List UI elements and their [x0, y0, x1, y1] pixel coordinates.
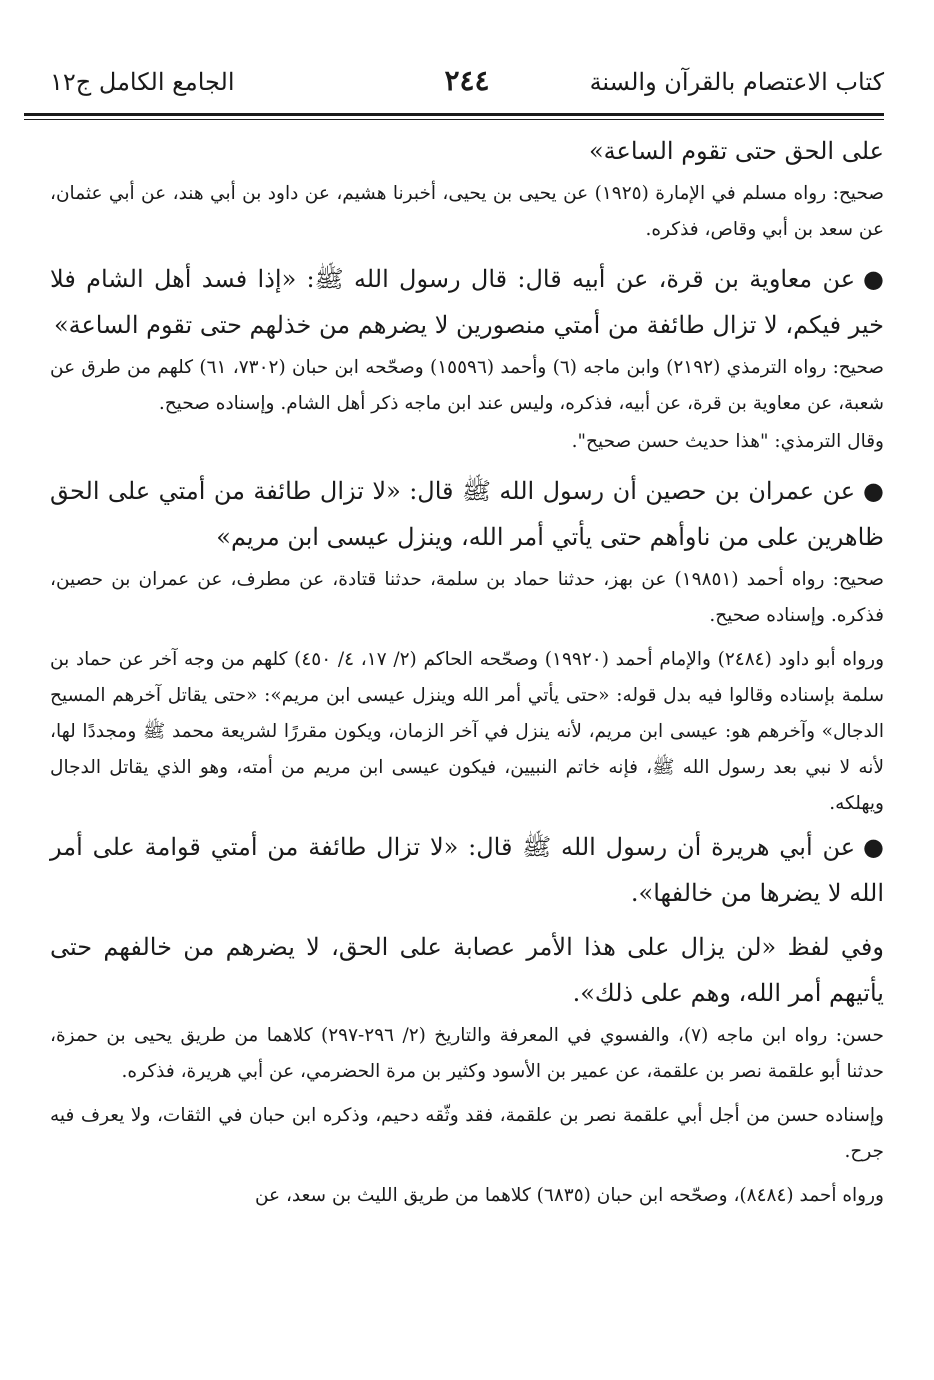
hadith-text: وفي لفظ «لن يزال على هذا الأمر عصابة على الحق، لا يضرهم من خالفهم حتى يأتيهم أمر الله، وهم على ذلك». — [50, 933, 884, 1007]
note-text: صحيح: رواه أحمد (١٩٨٥١) عن بهز، حدثنا حماد بن سلمة، حدثنا قتادة، عن مطرف، عن عمران بن حصين، فذكره. وإسناده صحيح. — [50, 569, 884, 626]
bullet-marker: ● — [863, 477, 884, 505]
hadith-text: عن أبي هريرة أن رسول الله ﷺ قال: «لا تزال طائفة من أمتي قوامة على أمر الله لا يضرها من خالفها». — [50, 833, 884, 907]
note-text: صحيح: رواه مسلم في الإمارة (١٩٢٥) عن يحيى بن يحيى، أخبرنا هشيم، عن داود بن أبي هند، عن أبي عثمان، عن سعد بن أبي وقاص، فذكره. — [50, 183, 884, 240]
takhrij-note — [50, 424, 884, 460]
takhrij-note — [50, 562, 884, 634]
note-text: صحيح: رواه الترمذي (٢١٩٢) وابن ماجه (٦) وأحمد (١٥٥٩٦) وصحّحه ابن حبان (٧٣٠٢، ٦١) كلهم من طرق عن شعبة، عن معاوية بن قرة، عن أبيه، فذكره، وليس عند ابن ماجه ذكر أهل الشام. وإسناده صحيح. — [50, 357, 884, 414]
takhrij-note — [50, 350, 884, 422]
note-text: ورواه أبو داود (٢٤٨٤) والإمام أحمد (١٩٩٢٠) وصحّحه الحاكم (٢/ ١٧، ٤/ ٤٥٠) كلهم من وجه آخر عن حماد بن سلمة بإسناده وقالوا فيه بدل قوله: «حتى يأتي أمر الله وينزل عيسى ابن مريم»: «حتى يقاتل آخرهم المسيح الدجال» وآخرهم هو: عيسى ابن مريم، لأنه ينزل في آخر الزمان، ويكون مقررًا لشريعة محمد ﷺ ومجددًا لها، لأنه لا نبي بعد رسول الله ﷺ، فإنه خاتم النبيين، فيكون عيسى ابن مريم من أمته، وهو الذي يقاتل الدجال ويهلكه. — [50, 649, 884, 814]
running-header — [50, 62, 884, 108]
note-text: ورواه أحمد (٨٤٨٤)، وصحّحه ابن حبان (٦٨٣٥) كلاهما من طريق الليث بن سعد، عن — [254, 1185, 884, 1206]
hadith-text: على الحق حتى تقوم الساعة» — [588, 137, 884, 165]
header-rule-thin — [24, 119, 884, 120]
hadith-entry — [50, 256, 884, 348]
note-text: وقال الترمذي: "هذا حديث حسن صحيح". — [571, 431, 884, 452]
page-number: ٢٤٤ — [444, 64, 490, 97]
hadith-continuation — [50, 128, 884, 174]
takhrij-note — [50, 176, 884, 248]
takhrij-note — [50, 1178, 884, 1214]
page-body — [50, 128, 884, 1214]
bullet-marker: ● — [863, 265, 884, 293]
volume-label: الجامع الكامل ج١٢ — [50, 68, 235, 96]
hadith-entry — [50, 824, 884, 916]
hadith-variant — [50, 924, 884, 1016]
takhrij-note — [50, 1018, 884, 1090]
takhrij-note — [50, 642, 884, 822]
header-rule-thick — [24, 113, 884, 116]
takhrij-note — [50, 1098, 884, 1170]
hadith-entry — [50, 468, 884, 560]
note-text: حسن: رواه ابن ماجه (٧)، والفسوي في المعرفة والتاريخ (٢/ ٢٩٦-٢٩٧) كلاهما من طريق يحيى بن حمزة، حدثنا أبو علقمة نصر بن علقمة، عن عمير بن الأسود وكثير بن مرة الحضرمي، عن أبي هريرة، فذكره. — [50, 1025, 884, 1082]
hadith-text: عن عمران بن حصين أن رسول الله ﷺ قال: «لا تزال طائفة من أمتي على الحق ظاهرين على من ناوأهم حتى يأتي أمر الله، وينزل عيسى ابن مريم» — [50, 477, 884, 551]
bullet-marker: ● — [863, 833, 884, 861]
note-text: وإسناده حسن من أجل أبي علقمة نصر بن علقمة، فقد وثّقه دحيم، وذكره ابن حبان في الثقات، ولا يعرف فيه جرح. — [50, 1105, 884, 1162]
book-title: كتاب الاعتصام بالقرآن والسنة — [589, 68, 884, 96]
hadith-text: عن معاوية بن قرة، عن أبيه قال: قال رسول الله ﷺ: «إذا فسد أهل الشام فلا خير فيكم، لا تزال طائفة من أمتي منصورين لا يضرهم من خذلهم حتى تقوم الساعة» — [50, 265, 884, 339]
